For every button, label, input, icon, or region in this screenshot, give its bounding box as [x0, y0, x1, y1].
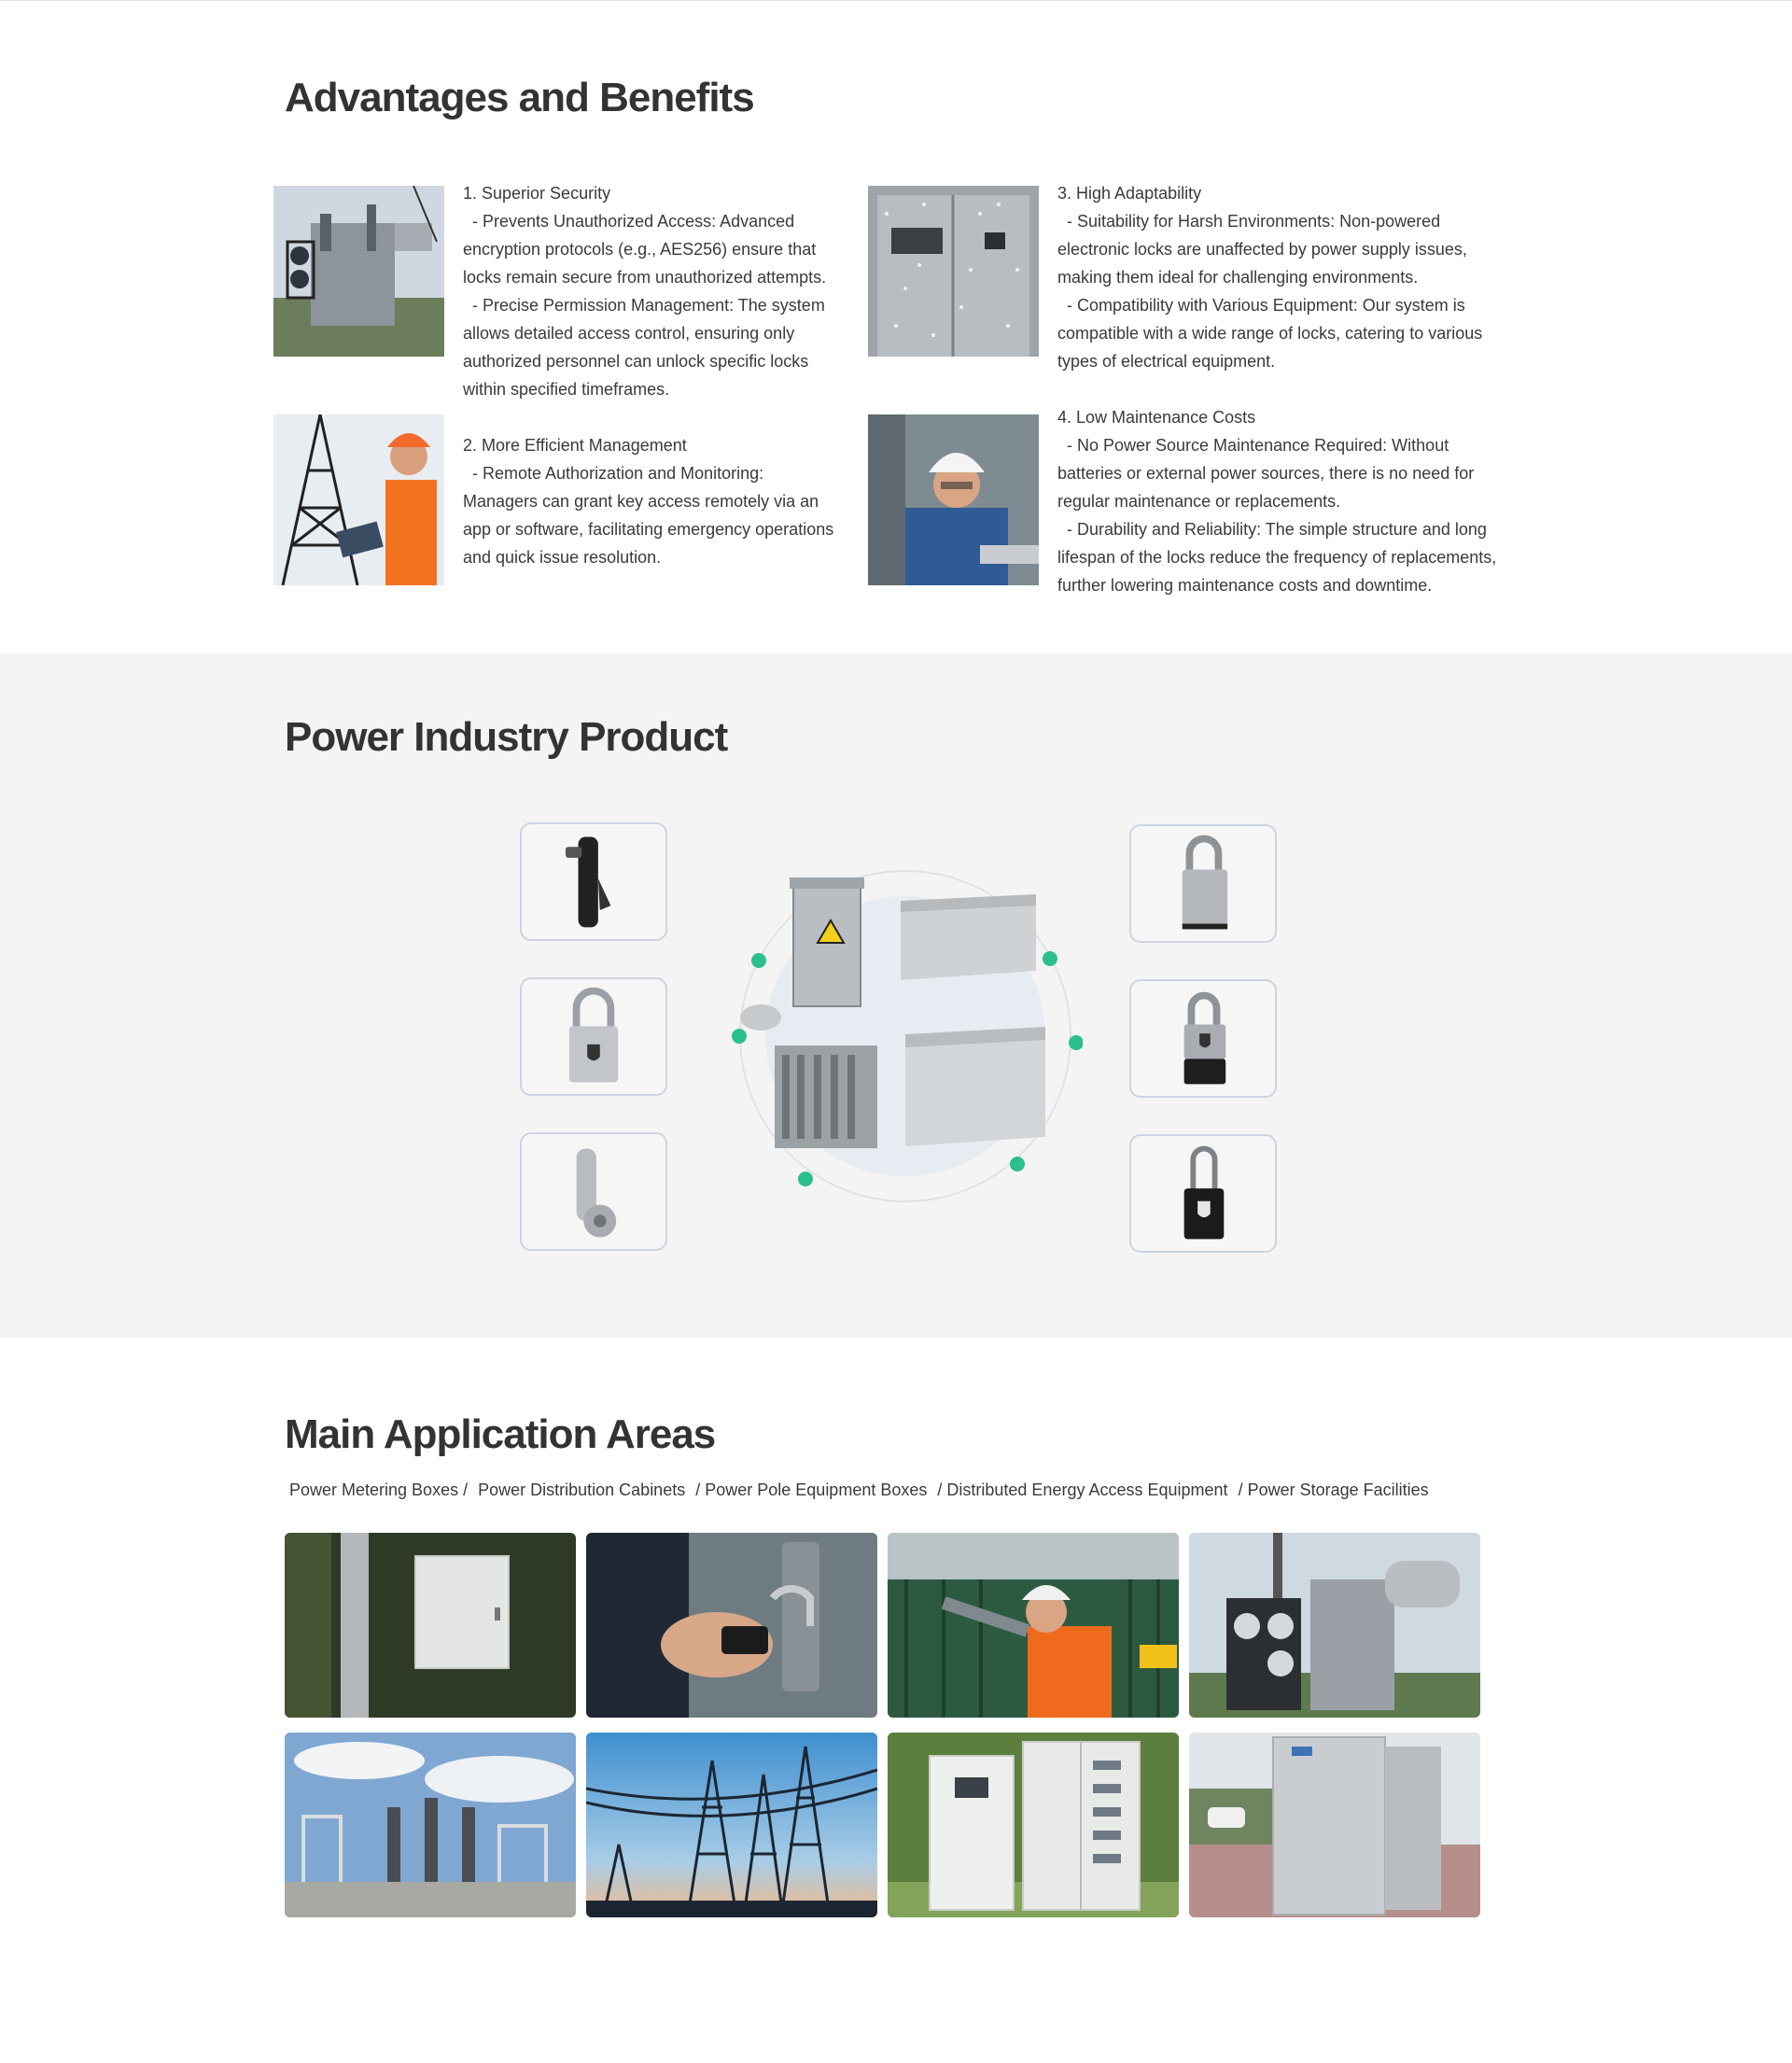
advantage-point: - Compatibility with Various Equipment: Our system is compatible with a wide range of locks, catering to various types of electrical equipment. [1057, 296, 1483, 371]
handle-lock-card[interactable] [520, 822, 667, 941]
engineer-icon [868, 414, 1039, 585]
padlock-black-base-card[interactable] [1129, 979, 1277, 1098]
tag-power-storage: / Power Storage Facilities [1238, 1481, 1429, 1499]
lock-hand-photo-icon [586, 1533, 877, 1718]
advantage-title: 4. Low Maintenance Costs [1057, 408, 1256, 427]
advantage-title: 2. More Efficient Management [463, 436, 687, 455]
transformer-icon [273, 186, 444, 357]
tag-distribution-cabinets: Power Distribution Cabinets [478, 1481, 686, 1499]
padlock-black-base-icon [1131, 981, 1275, 1096]
top-divider [0, 0, 1792, 1]
padlock-shield-card[interactable] [520, 977, 667, 1096]
tag-distributed-energy: / Distributed Energy Access Equipment [937, 1481, 1228, 1499]
advantage-title: 3. High Adaptability [1057, 184, 1202, 203]
pylons-sunset-photo-icon [586, 1733, 877, 1917]
padlock-shield-icon [522, 979, 665, 1094]
applications-title: Main Application Areas [285, 1411, 716, 1457]
cam-lock-icon [522, 1134, 665, 1249]
cam-lock-card[interactable] [520, 1132, 667, 1251]
advantage-point: - Precise Permission Management: The system allows detailed access control, ensuring only authorized personnel can unlock specific locks within specified timeframes. [463, 296, 825, 399]
tower-worker-icon [273, 414, 444, 585]
metering-box-photo-icon [285, 1533, 576, 1718]
outdoor-cabinets-photo-icon [888, 1733, 1179, 1917]
padlock-black-icon [1131, 1136, 1275, 1251]
advantage-point: - Suitability for Harsh Environments: Non-powered electronic locks are unaffected by power supply issues, making them ideal for challenging environments. [1057, 212, 1467, 287]
padlock-black-card[interactable] [1129, 1134, 1277, 1253]
handle-lock-icon [522, 824, 665, 939]
product-title: Power Industry Product [285, 714, 728, 760]
padlock-silver-icon [1131, 826, 1275, 941]
snow-cabinet-icon [868, 186, 1039, 357]
tag-metering-boxes: Power Metering Boxes / [289, 1481, 469, 1499]
padlock-silver-card[interactable] [1129, 824, 1277, 943]
tag-pole-equipment: / Power Pole Equipment Boxes [695, 1481, 928, 1499]
equipment-hub-illustration [728, 859, 1083, 1214]
advantage-title: 1. Superior Security [463, 184, 611, 203]
advantage-point: - Remote Authorization and Monitoring: Managers can grant key access remotely via an app or software, facilitating emergency operations and quick issue resolution. [463, 464, 834, 567]
advantage-point: - Durability and Reliability: The simple structure and long lifespan of the locks reduce the frequency of replacements, further lowering maintenance costs and downtime. [1057, 520, 1497, 595]
advantage-point: - No Power Source Maintenance Required: Without batteries or external power sources, there is no need for regular maintenance or replacements. [1057, 436, 1475, 511]
application-tags [289, 1481, 1435, 1500]
advantages-title: Advantages and Benefits [285, 75, 754, 120]
substation-photo-icon [285, 1733, 576, 1917]
street-cabinet-photo-icon [1189, 1733, 1480, 1917]
worker-pointing-photo-icon [888, 1533, 1179, 1718]
transformer-photo-icon [1189, 1533, 1480, 1718]
advantage-point: - Prevents Unauthorized Access: Advanced encryption protocols (e.g., AES256) ensure that locks remain secure from unauthorized attempts. [463, 212, 827, 287]
